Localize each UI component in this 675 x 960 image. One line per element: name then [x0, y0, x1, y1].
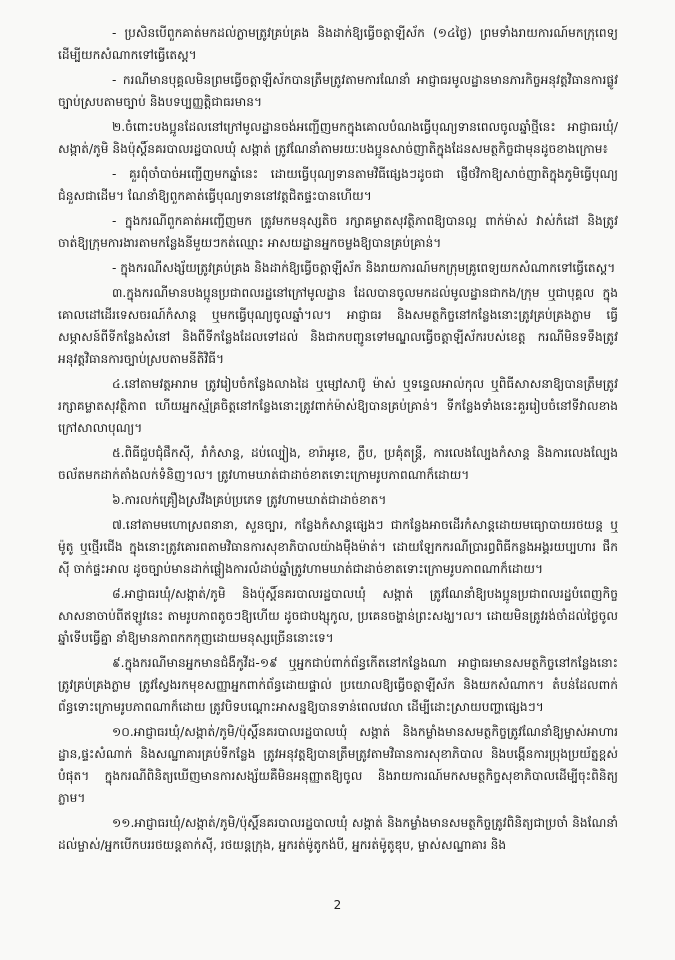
- paragraph: - ករណីមានបុគ្គលមិនព្រមធ្វើចត្តាឡីស័កបានត្រឹមត្រូវតាមការណែនាំ អាជ្ញាធរមូលដ្ឋានមានភារកិច្ចអនុវត្តវិធានការផ្លូវច្បាប់ស្របតាមច្បាប់ និងបទប្បញ្ញត្តិជាធរមាន។: [58, 73, 618, 109]
- paragraph: ១០.អាជ្ញាធរឃុំ/សង្កាត់/ភូមិ/ប៉ុស្តិ៍នគរបាលរដ្ឋបាលឃុំ សង្កាត់ និងកម្លាំងមានសមត្ថកិច្ចត្រូវណែនាំឱ្យម្ចាស់អាហារដ្ឋាន,ផ្ទះសំណាក់ និងសណ្ឋាគារគ្រប់ទីកន្លែង ត្រូវអនុវត្តឱ្យបានត្រឹមត្រូវតាមវិធានការសុខាភិបាល និងបង្កើនការប្រុងប្រយ័ត្នខ្ពស់បំផុត។ ក្នុងករណីពិនិត្យឃើញមានការសង្ស័យគឺមិនអនុញ្ញាតឱ្យចូល និងរាយការណ៍មកសមត្ថកិច្ចសុខាភិបាលដើម្បីចុះពិនិត្យភ្លាម។: [58, 725, 618, 805]
- paragraph: - ក្នុងករណីពួកគាត់អញ្ជើញមក ត្រូវមកមនុស្សតិច រក្សាគម្លាតសុវត្ថិភាពឱ្យបានល្អ ពាក់ម៉ាស់ វាស់កំដៅ និងត្រូវចាត់ឱ្យក្រុមការងារតាមកន្លែងនីមួយៗកត់ឈ្មោះ អាសយដ្ឋានអ្នកចម្លងឱ្យបានគ្រប់គ្រាន់។: [58, 214, 618, 250]
- paragraph: ៩.ក្នុងករណីមានអ្នកមានជំងឺកូវីដ-១៩ ឬអ្នកជាប់ពាក់ព័ន្ធកើតនៅកន្លែងណា អាជ្ញាធរមានសមត្ថកិច្ចនៅកន្លែងនោះត្រូវគ្រប់គ្រងភ្លាម ត្រូវស្វែងរកមុខសញ្ញាអ្នកពាក់ព័ន្ធដោយផ្ទាល់ ប្រយោលឱ្យធ្វើចត្តាឡីស័ក និងយកសំណាក។ តំបន់ដែលពាក់ព័ន្ធទោះក្រោមរូបភាពណាក៏ដោយ ត្រូវបិទបណ្ដោះអាសន្នឱ្យបានទាន់ពេលវេលា ដើម្បីដោះស្រាយបញ្ហាផ្សេងៗ។: [58, 656, 618, 714]
- page-number: 2: [333, 898, 342, 912]
- paragraph: ៦.ការលក់គ្រឿងស្រវឹងគ្រប់ប្រភេទ ត្រូវហាមឃាត់ជាដាច់ខាត។: [112, 493, 387, 507]
- paragraph: ១១.អាជ្ញាធរឃុំ/សង្កាត់/ភូមិ/ប៉ុស្តិ៍នគរបាលរដ្ឋបាលឃុំ សង្កាត់ និងកម្លាំងមានសមត្ថកិច្ចត្រូវពិនិត្យជាប្រចាំ និងណែនាំដល់ម្ចាស់/អ្នកបើកបររថយន្តតាក់ស៊ី, រថយន្តក្រុង, អ្នករត់ម៉ូតូកង់បី, អ្នករត់ម៉ូតូឌុប, ម្ចាស់សណ្ឋាគារ និង: [58, 816, 618, 852]
- paragraph: ៧.នៅតាមមហោស្រពនានា, សួនច្បារ, កន្លែងកំសាន្តផ្សេងៗ ជាកន្លែងអាចដើរកំសាន្តដោយមធ្យោបាយរថយន្ត ឬម៉ូតូ ឬថ្មើរជើង ក្នុងនោះត្រូវគោរពតាមវិធានការសុខាភិបាលយ៉ាងម៉ឺងម៉ាត់។ ដោយឡែកករណីប្រារព្ធពិធីកន្លងអង្គរយប្បហារ ផឹកស៊ី ចាក់ផ្ទះអាល ដូចច្បាប់មានដាក់ផ្លៀងការលំដាប់ឆ្នាំត្រូវហាមឃាត់ជាដាច់ខាតទោះក្រោមរូបភាពណាក៏ដោយ។: [58, 518, 618, 576]
- paragraph: - ក្នុងករណីសង្ស័យត្រូវគ្រប់គ្រង និងដាក់ឱ្យធ្វើចត្តាឡីស័ក និងរាយការណ៍មកក្រុមគ្រូពេទ្យយកសំណាកទៅធ្វើតេស្ត។: [112, 261, 616, 275]
- paragraph: ៤.នៅតាមវត្តអារាម ត្រូវរៀបចំកន្លែងលាងដៃ ឬម្សៅសាប៊ូ ម៉ាស់ ឬទន្ទេលអាល់កុល ឬពិធីសាសនាឱ្យបានត្រឹមត្រូវរក្សាគម្លាតសុវត្ថិភាព ហើយអ្នកស្ម័គ្រចិត្តនៅកន្លែងនោះត្រូវពាក់ម៉ាស់ឱ្យបានគ្រប់គ្រាន់។ ទីកន្លែងទាំងនេះគួររៀបចំនៅទីវាលខាងក្រៅសាលាបុណ្យ។: [58, 377, 618, 435]
- document-body: [58, 22, 618, 859]
- paragraph: ៣.ក្នុងករណីមានបងប្អូនប្រជាពលរដ្ឋនៅក្រៅមូលដ្ឋាន ដែលបានចូលមកដល់មូលដ្ឋានជាកង/ក្រុម ឬជាបុគ្គល ក្នុងគោលដៅដើរទេសចរណ៍កំសាន្ត ឬមកធ្វើបុណ្យចូលឆ្នាំ។ល។ អាជ្ញាធរ និងសមត្ថកិច្ចនៅកន្លែងនោះត្រូវគ្រប់គ្រងភ្លាម ធ្វើសម្ភាសន៍ពីទីកន្លែងសំនៅ និងពីទីកន្លែងដែលទៅដល់ និងជាកបញ្ជូនទៅមណ្ឌលធ្វើចត្តាឡីស័ករបស់ខេត្ត ករណីមិនទទឹងត្រូវអនុវត្តវិធានការច្បាប់ស្របតាមនីតិវិធី។: [58, 286, 618, 366]
- paragraph: ២.ចំពោះបងប្អូនដែលនៅក្រៅមូលដ្ឋានចង់អញ្ជើញមកក្នុងគោលបំណងធ្វើបុណ្យទានពេលចូលឆ្នាំថ្មីនេះ អាជ្ញាធរឃុំ/សង្កាត់/ភូមិ និងប៉ុស្តិ៍នគរបាលរដ្ឋបាលឃុំ សង្កាត់ ត្រូវណែនាំតាមរយៈបងប្អូនសាច់ញាតិក្នុងដែនសមត្ថកិច្ចជាមុនដូចខាងក្រោម៖: [58, 120, 618, 156]
- paragraph: ៨.អាជ្ញាធរឃុំ/សង្កាត់/ភូមិ និងប៉ុស្តិ៍នគរបាលរដ្ឋបាលឃុំ សង្កាត់ ត្រូវណែនាំឱ្យបងប្អូនប្រជាពលរដ្ឋបំពេញកិច្ចសាសនាចាប់ពីឥឡូវនេះ តាមរូបភាពតូចៗឱ្យហើយ ដូចជាបង្សុកូល, ប្រគេនចង្ហាន់ព្រះសង្ឃ។ល។ ដោយមិនត្រូវរង់ចាំដល់ថ្ងៃចូលឆ្នាំទើបធ្វើគ្នា នាំឱ្យមានភាពកកកុញដោយមនុស្សច្រើននោះទេ។: [58, 587, 618, 645]
- paragraph: - ប្រសិនបើពួកគាត់មកដល់ភ្លាមត្រូវគ្រប់គ្រង និងដាក់ឱ្យធ្វើចត្តាឡីស័ក (១៤ថ្ងៃ) ព្រមទាំងរាយការណ៍មកក្រុពេទ្យ ដើម្បីយកសំណាកទៅធ្វើតេស្ត។: [58, 26, 618, 62]
- paragraph: ៥.ពិធីជួបជុំផឹកស៊ី, រាំកំសាន្ត, ដប់ល្បៀង, ខារ៉ាអូខេ, ក្លឹប, ប្រគុំតន្ត្រី, ការលេងល្បែងកំសាន្ត និងការលេងល្បែងចល័តមកដាក់តាំងលក់ទំនិញ។ល។ ត្រូវហាមឃាត់ជាដាច់ខាតទោះក្រោមរូបភាពណាក៏ដោយ។: [58, 446, 618, 482]
- paragraph: - គួរពុំចាំបាច់អញ្ជើញមកឆ្នាំនេះ ដោយធ្វើបុណ្យទានតាមវិធីផ្សេងៗដូចជា ផ្ញើថវិកាឱ្យសាច់ញាតិក្នុងភូមិធ្វើបុណ្យជំនួសជាដើម។ ណែនាំឱ្យពួកគាត់ធ្វើបុណ្យទាននៅវត្តជិតផ្ទះបានហើយ។: [58, 167, 618, 203]
